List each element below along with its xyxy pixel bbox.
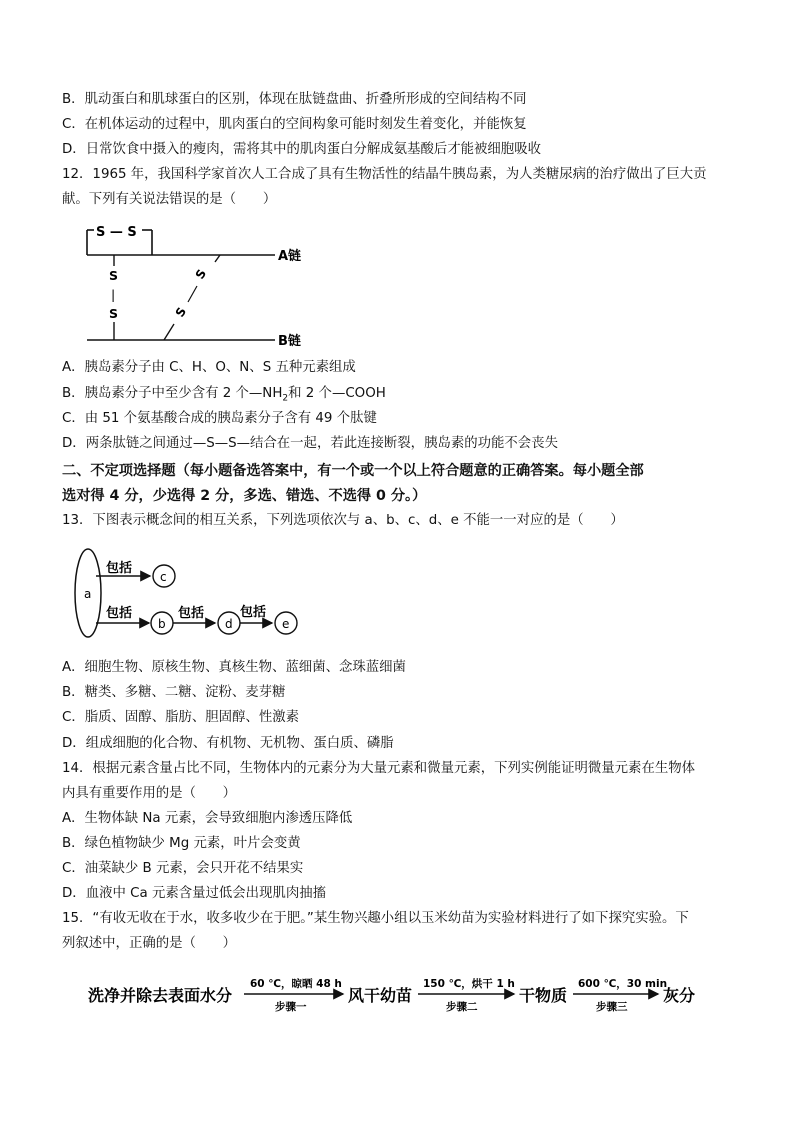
q13-stem: 13．下图表示概念间的相互关系，下列选项依次与 a、b、c、d、e 不能一一对应的是（ ） [62, 513, 624, 528]
q11-option-d: D．日常饮食中摄入的瘦肉，需将其中的肌肉蛋白分解成氨基酸后才能被细胞吸收 [62, 142, 541, 157]
q12-option-b: B．胰岛素分子中至少含有 2 个$—NH_2$和 2 个—COOH [62, 386, 386, 404]
node-a-label: a [84, 587, 92, 601]
section2-heading-line2: 选对得 4 分，少选得 2 分，多选、错选、不选得 0 分。） [62, 488, 427, 504]
flow-mid2: 干物质 [519, 986, 568, 1005]
q11-option-b: B．肌动蛋白和肌球蛋白的区别，体现在肽链盘曲、折叠所形成的空间结构不同 [62, 92, 527, 107]
diagonal-s-top: S [192, 266, 210, 282]
vertical-s-bottom: S [109, 306, 119, 321]
q13-option-a: A．细胞生物、原核生物、真核生物、蓝细菌、念珠蓝细菌 [62, 660, 406, 675]
q13-option-b: B．糖类、多糖、二糖、淀粉、麦芽糖 [62, 685, 286, 700]
q12-option-c: C．由 51 个氨基酸合成的胰岛素分子含有 49 个肽键 [62, 411, 377, 426]
section2-heading-line1: 二、不定项选择题（每小题备选答案中，有一个或一个以上符合题意的正确答案。每小题全部 [62, 463, 644, 479]
node-b-label: b [158, 617, 166, 631]
flow-start: 洗净并除去表面水分 [88, 986, 233, 1005]
include-label-ab: 包括 [106, 606, 133, 621]
q14-option-d: D．血液中 Ca 元素含量过低会出现肌肉抽搐 [62, 886, 327, 901]
bond-top-label: S — S [96, 225, 137, 240]
q14-option-c: C．油菜缺少 B 元素，会只开花不结果实 [62, 861, 304, 876]
q15-stem-line2: 列叙述中，正确的是（ ） [62, 936, 237, 951]
step1-label: 步骤一 [275, 1001, 307, 1013]
vertical-s-top: S [109, 268, 119, 283]
q13-option-d: D．组成细胞的化合物、有机物、无机物、蛋白质、磷脂 [62, 736, 394, 751]
q14-option-a: A．生物体缺 Na 元素，会导致细胞内渗透压降低 [62, 811, 353, 826]
q14-stem-line1: 14．根据元素含量占比不同，生物体内的元素分为大量元素和微量元素，下列实例能证明微量元素在生物体 [62, 761, 696, 776]
flow-end: 灰分 [663, 986, 696, 1005]
step1-condition: 60 ℃，晾晒 48 h [250, 978, 342, 990]
chain-a-label: A链 [278, 249, 302, 264]
q14-stem-line2: 内具有重要作用的是（ ） [62, 786, 237, 801]
q12-option-d: D．两条肽链之间通过—S—S—结合在一起，若此连接断裂，胰岛素的功能不会丧失 [62, 436, 558, 451]
include-label-de: 包括 [240, 605, 267, 620]
q14-option-b: B．绿色植物缺少 Mg 元素，叶片会变黄 [62, 836, 301, 851]
concept-relation-figure [72, 546, 302, 640]
insulin-structure-figure [80, 218, 320, 356]
chain-b-label: B链 [278, 334, 301, 349]
include-label-ac: 包括 [106, 561, 133, 576]
node-d-label: d [225, 617, 233, 631]
q13-option-c: C．脂质、固醇、脂肪、胆固醇、性激素 [62, 710, 299, 725]
diagonal-s-bottom: S [172, 304, 190, 320]
node-e-label: e [282, 617, 290, 631]
q12-stem-line2: 献。下列有关说法错误的是（ ） [62, 192, 277, 207]
flow-mid1: 风干幼苗 [348, 986, 413, 1005]
q11-option-c: C．在机体运动的过程中，肌肉蛋白的空间构象可能时刻发生着变化，并能恢复 [62, 117, 527, 132]
q15-stem-line1: 15．“有收无收在于水，收多收少在于肥。”某生物兴趣小组以玉米幼苗为实验材料进行了如下探究实验。下 [62, 911, 689, 926]
step2-condition: 150 ℃，烘干 1 h [423, 978, 515, 990]
step2-label: 步骤二 [446, 1001, 478, 1013]
step3-condition: 600 ℃，30 min [578, 978, 668, 990]
node-c-label: c [160, 570, 167, 584]
step3-label: 步骤三 [596, 1001, 628, 1013]
q12-option-a: A．胰岛素分子由 C、H、O、N、S 五种元素组成 [62, 360, 356, 375]
vertical-bond-dash: | [111, 287, 116, 302]
include-label-bd: 包括 [178, 606, 205, 621]
q12-stem-line1: 12．1965 年，我国科学家首次人工合成了具有生物活性的结晶牛胰岛素，为人类糖尿病的治疗做出了巨大贡 [62, 167, 707, 182]
experiment-flow-figure [88, 972, 718, 1022]
